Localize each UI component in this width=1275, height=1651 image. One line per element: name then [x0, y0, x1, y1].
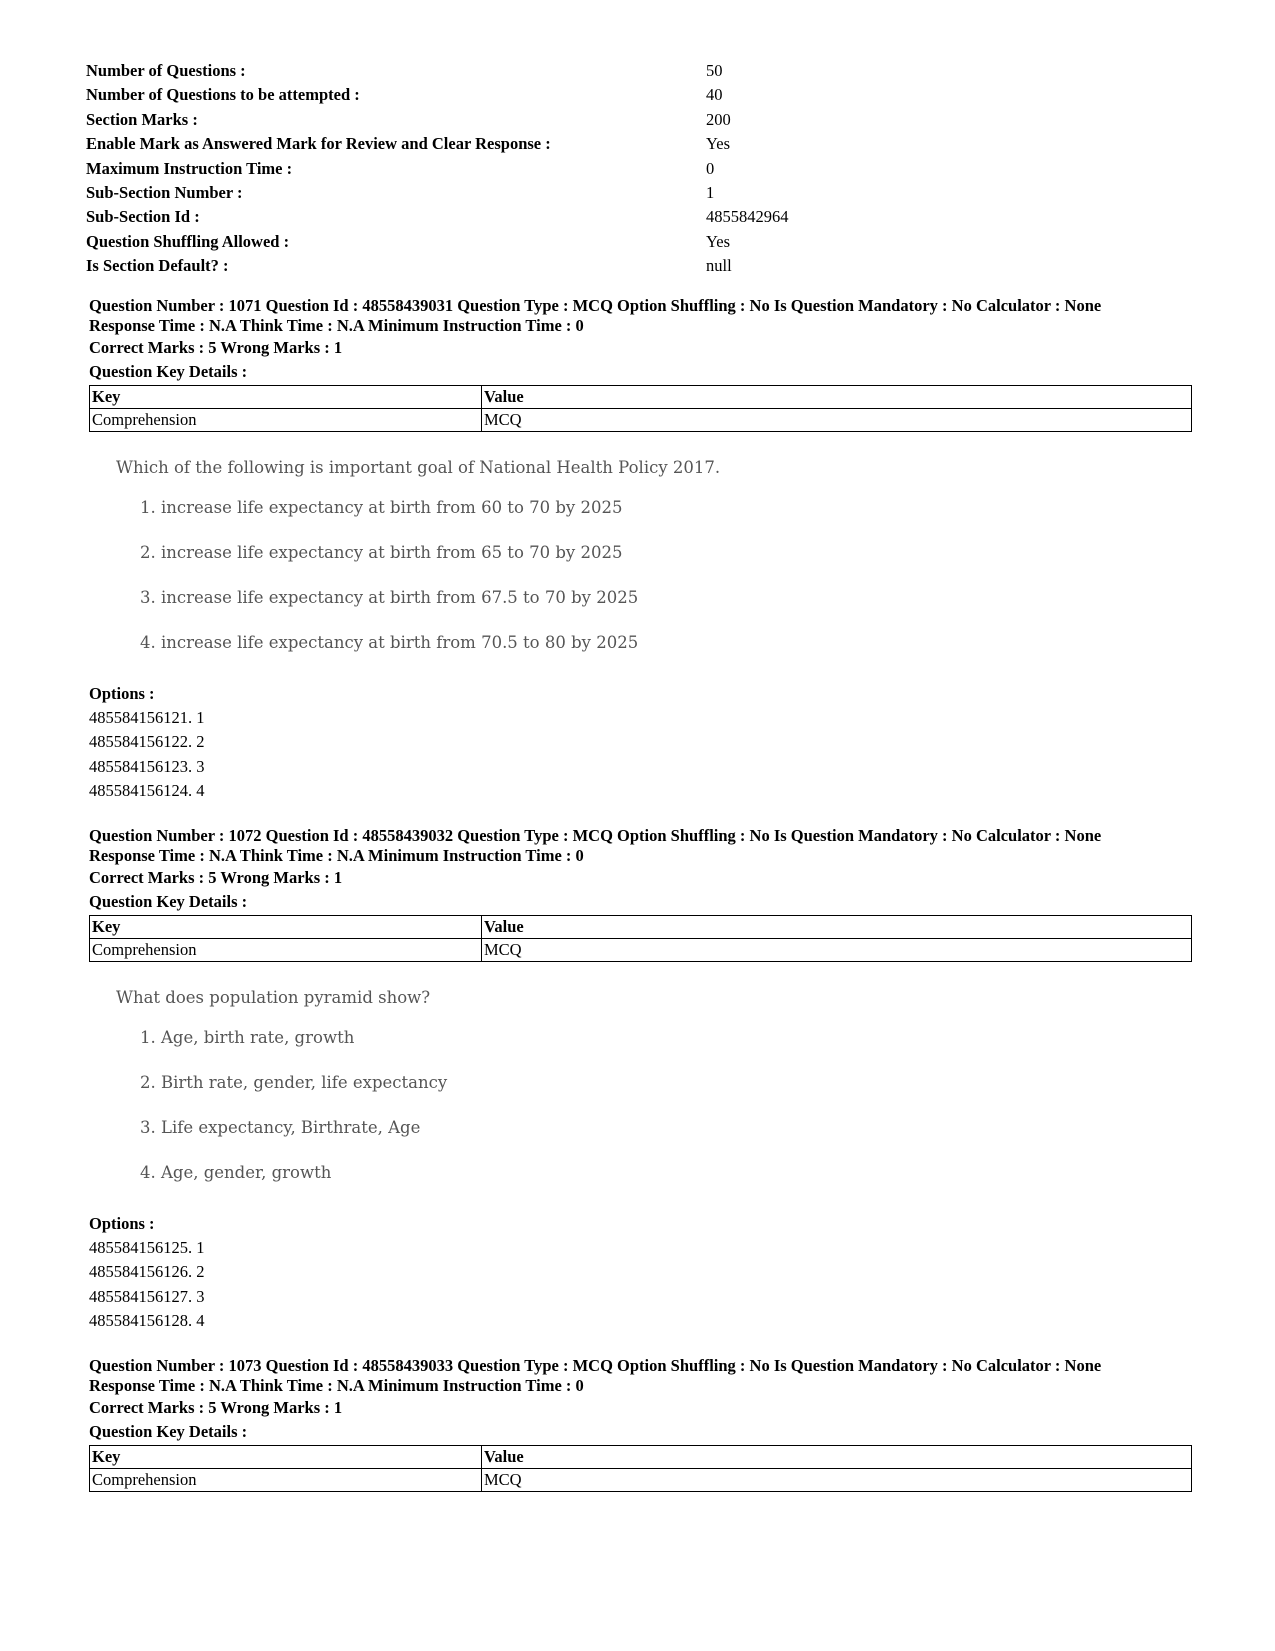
- table-header-value: Value: [482, 1446, 1192, 1469]
- question-body-image: [116, 986, 1189, 1206]
- meta-value: 50: [706, 61, 723, 80]
- option-id: 485584156123. 3: [89, 756, 205, 776]
- table-row: [90, 409, 1192, 432]
- question-response-time: Response Time : N.A Think Time : N.A Minimum Instruction Time : 0: [89, 316, 584, 335]
- question-block: [89, 296, 1189, 803]
- table-row: [90, 939, 1192, 962]
- question-header: Question Number : 1072 Question Id : 48558439032 Question Type : MCQ Option Shuffling : No Is Question Mandatory : No Calculator : None: [89, 826, 1102, 845]
- meta-row: [86, 108, 1186, 132]
- table-cell-value: MCQ: [482, 939, 1192, 962]
- meta-row: [86, 132, 1186, 156]
- question-block: [89, 1356, 1189, 1492]
- table-cell-key: Comprehension: [90, 1469, 482, 1492]
- meta-value: 40: [706, 85, 723, 105]
- meta-value: Yes: [706, 231, 731, 251]
- table-cell-key: Comprehension: [90, 939, 482, 962]
- question-choice: 1. Age, birth rate, growth: [140, 1028, 355, 1047]
- meta-key: Maximum Instruction Time :: [86, 158, 293, 178]
- question-choice: 4. Age, gender, growth: [140, 1163, 332, 1182]
- question-key-details-label: Question Key Details :: [89, 1422, 248, 1441]
- question-key-table: [89, 385, 1192, 432]
- meta-row: [86, 230, 1186, 254]
- meta-key: Sub-Section Id :: [86, 207, 200, 227]
- question-choice: 2. increase life expectancy at birth from 65 to 70 by 2025: [140, 543, 623, 562]
- question-key-table: [89, 1445, 1192, 1492]
- meta-row: [86, 157, 1186, 181]
- question-response-time: Response Time : N.A Think Time : N.A Minimum Instruction Time : 0: [89, 1376, 584, 1395]
- option-id: 485584156121. 1: [89, 708, 205, 727]
- question-text: What does population pyramid show?: [116, 988, 431, 1007]
- meta-value: 1: [706, 182, 715, 202]
- question-marks: Correct Marks : 5 Wrong Marks : 1: [89, 868, 343, 887]
- table-row: [90, 1469, 1192, 1492]
- question-key-table: [89, 915, 1192, 962]
- question-choice: 1. increase life expectancy at birth from 60 to 70 by 2025: [140, 498, 623, 517]
- table-header-row: [90, 916, 1192, 939]
- question-header: Question Number : 1071 Question Id : 48558439031 Question Type : MCQ Option Shuffling : No Is Question Mandatory : No Calculator : None: [89, 296, 1102, 315]
- meta-key: Number of Questions to be attempted :: [86, 85, 360, 105]
- option-id: 485584156127. 3: [89, 1286, 205, 1306]
- table-cell-key: Comprehension: [90, 409, 482, 432]
- question-choice: 3. Life expectancy, Birthrate, Age: [140, 1118, 421, 1137]
- question-response-time: Response Time : N.A Think Time : N.A Minimum Instruction Time : 0: [89, 846, 584, 865]
- option-id: 485584156125. 1: [89, 1238, 205, 1257]
- table-cell-value: MCQ: [482, 1469, 1192, 1492]
- question-marks: Correct Marks : 5 Wrong Marks : 1: [89, 338, 343, 357]
- table-header-value: Value: [482, 386, 1192, 409]
- table-header-value: Value: [482, 916, 1192, 939]
- question-key-details-label: Question Key Details :: [89, 892, 248, 911]
- option-id: 485584156122. 2: [89, 732, 205, 752]
- table-header-row: [90, 386, 1192, 409]
- meta-row: [86, 205, 1186, 229]
- options-label: Options :: [89, 1214, 155, 1233]
- table-header-row: [90, 1446, 1192, 1469]
- meta-key: Sub-Section Number :: [86, 182, 243, 202]
- meta-row: [86, 59, 1186, 83]
- table-header-key: Key: [90, 1446, 482, 1469]
- option-id: 485584156126. 2: [89, 1262, 205, 1282]
- meta-key: Enable Mark as Answered Mark for Review and Clear Response :: [86, 134, 551, 154]
- meta-value: 200: [706, 109, 731, 129]
- question-body-image: [116, 456, 1189, 676]
- table-header-key: Key: [90, 916, 482, 939]
- meta-row: [86, 83, 1186, 107]
- option-id: 485584156128. 4: [89, 1310, 205, 1330]
- question-choice: 3. increase life expectancy at birth from 67.5 to 70 by 2025: [140, 588, 639, 607]
- section-metadata: [86, 59, 1186, 279]
- meta-key: Number of Questions :: [86, 61, 246, 80]
- question-marks: Correct Marks : 5 Wrong Marks : 1: [89, 1398, 343, 1417]
- question-header: Question Number : 1073 Question Id : 48558439033 Question Type : MCQ Option Shuffling : No Is Question Mandatory : No Calculator : None: [89, 1356, 1102, 1375]
- options-label: Options :: [89, 684, 155, 703]
- table-header-key: Key: [90, 386, 482, 409]
- meta-key: Is Section Default? :: [86, 256, 229, 276]
- meta-row: [86, 254, 1186, 278]
- meta-value: Yes: [706, 134, 731, 154]
- meta-value: null: [706, 256, 732, 276]
- question-choice: 4. increase life expectancy at birth from 70.5 to 80 by 2025: [140, 633, 639, 652]
- meta-value: 0: [706, 158, 715, 178]
- meta-row: [86, 181, 1186, 205]
- meta-key: Question Shuffling Allowed :: [86, 231, 290, 251]
- meta-value: 4855842964: [706, 207, 789, 227]
- table-cell-value: MCQ: [482, 409, 1192, 432]
- question-choice: 2. Birth rate, gender, life expectancy: [140, 1073, 448, 1092]
- option-id: 485584156124. 4: [89, 780, 205, 800]
- question-key-details-label: Question Key Details :: [89, 362, 248, 381]
- meta-key: Section Marks :: [86, 109, 198, 129]
- question-text: Which of the following is important goal of National Health Policy 2017.: [116, 458, 721, 477]
- question-block: [89, 826, 1189, 1333]
